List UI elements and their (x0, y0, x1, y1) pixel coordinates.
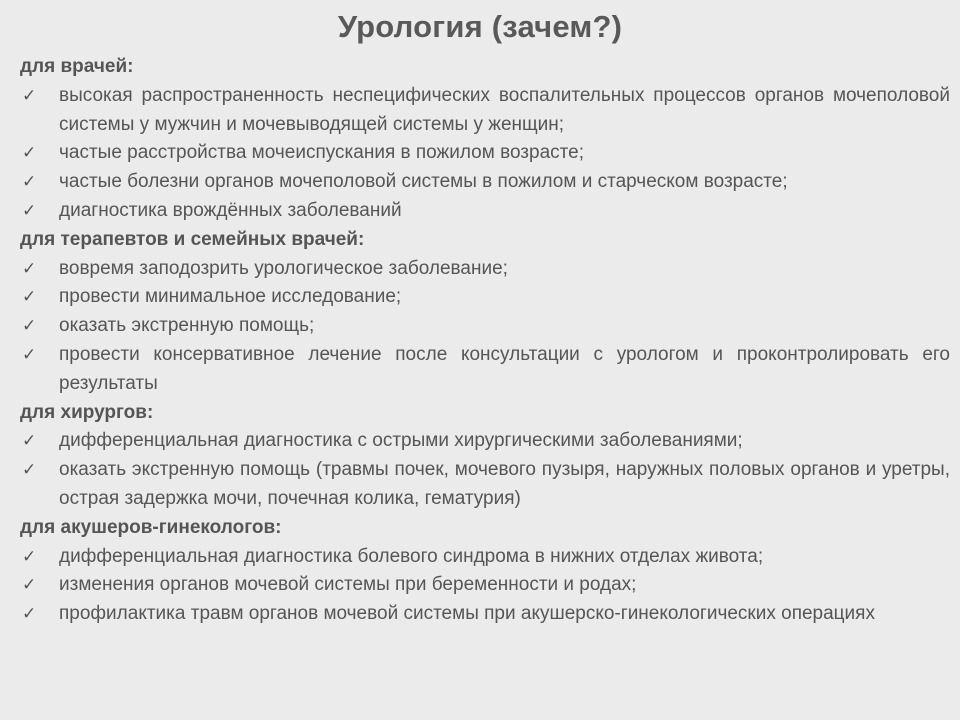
list-item (20, 543, 950, 572)
list-item-text: дифференциальная диагностика болевого синдрома в нижних отделах живота; (59, 545, 764, 567)
section-heading: для хирургов: (20, 401, 154, 423)
section-heading: для акушеров-гинекологов: (20, 516, 282, 538)
checkmark-icon: ✓ (22, 604, 37, 624)
section-obstetricians (20, 514, 950, 629)
list-item (20, 82, 950, 140)
list-item (20, 168, 950, 197)
bullet-list (20, 427, 950, 513)
list-item-text: провести консервативное лечение после консультации с урологом и проконтролировать его результаты (59, 343, 950, 394)
list-item (20, 571, 950, 600)
list-item-text: оказать экстренную помощь (травмы почек, мочевого пузыря, наружных половых органов и уретры, острая задержка мочи, почечная колика, гематурия) (59, 459, 950, 509)
bullet-list (20, 543, 950, 629)
checkmark-icon: ✓ (22, 431, 37, 451)
checkmark-icon: ✓ (22, 85, 37, 105)
checkmark-icon: ✓ (22, 460, 37, 480)
list-item (20, 456, 950, 514)
bullet-list (20, 255, 950, 399)
content-body (20, 53, 950, 629)
bullet-list (20, 82, 950, 226)
list-item (20, 600, 950, 629)
section-heading: для терапевтов и семейных врачей: (20, 228, 365, 250)
list-item-text: частые расстройства мочеиспускания в пожилом возрасте; (59, 142, 584, 164)
list-item-text: изменения органов мочевой системы при беременности и родах; (59, 574, 637, 596)
list-item-text: высокая распространенность неспецифических воспалительных процессов органов мочеполовой системы у мужчин и мочевыводящей системы у женщин; (59, 84, 950, 135)
checkmark-icon: ✓ (22, 258, 37, 278)
checkmark-icon: ✓ (22, 200, 37, 220)
checkmark-icon: ✓ (22, 287, 37, 307)
checkmark-icon: ✓ (22, 143, 37, 163)
page-title: Урология (зачем?) (337, 9, 623, 44)
list-item (20, 312, 950, 341)
list-item (20, 197, 950, 226)
list-item-text: оказать экстренную помощь; (59, 315, 315, 337)
checkmark-icon: ✓ (22, 575, 37, 595)
list-item (20, 139, 950, 168)
list-item-text: профилактика травм органов мочевой системы при акушерско-гинекологических операциях (59, 603, 875, 625)
section-therapists (20, 226, 950, 399)
list-item-text: провести минимальное исследование; (59, 286, 402, 308)
list-item-text: частые болезни органов мочеполовой системы в пожилом и старческом возрасте; (59, 171, 788, 193)
checkmark-icon: ✓ (22, 546, 37, 566)
list-item-text: дифференциальная диагностика с острыми хирургическими заболеваниями; (59, 430, 743, 452)
section-doctors (20, 53, 950, 226)
checkmark-icon: ✓ (22, 172, 37, 192)
list-item (20, 283, 950, 312)
list-item (20, 427, 950, 456)
list-item-text: вовремя заподозрить урологическое заболевание; (59, 257, 508, 279)
checkmark-icon: ✓ (22, 344, 37, 364)
list-item-text: диагностика врождённых заболеваний (59, 199, 402, 221)
section-surgeons (20, 399, 950, 514)
list-item (20, 255, 950, 284)
list-item (20, 341, 950, 399)
checkmark-icon: ✓ (22, 316, 37, 336)
section-heading: для врачей: (20, 56, 134, 77)
